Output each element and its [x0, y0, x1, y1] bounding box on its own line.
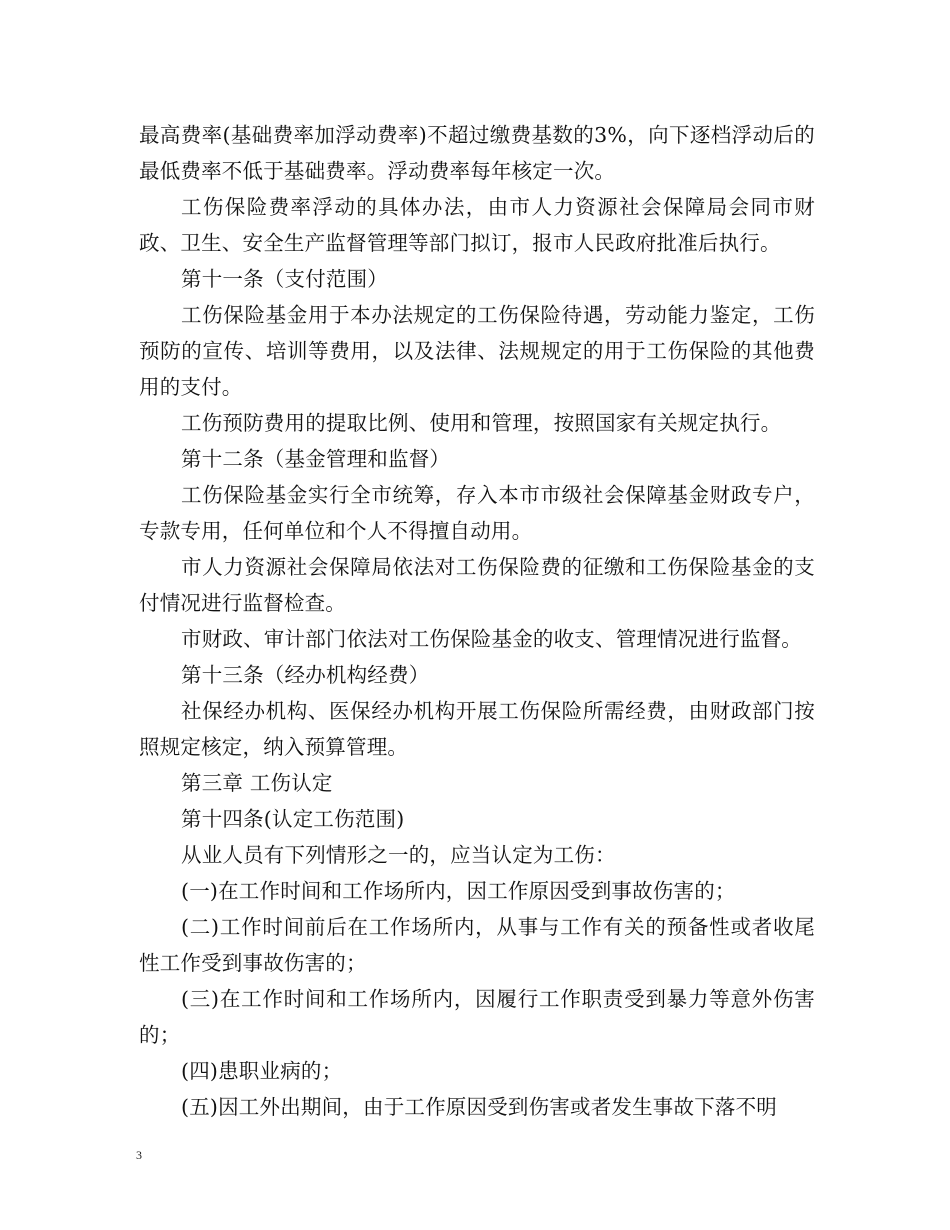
article-13-heading: 第十三条（经办机构经费）: [181, 663, 430, 687]
paragraph-recognition-intro: 从业人员有下列情形之一的，应当认定为工伤：: [181, 843, 616, 867]
paragraph-audit: 市财政、审计部门依法对工伤保险基金的收支、管理情况进行监督。: [181, 627, 802, 651]
paragraph-fund-pooling: 工伤保险基金实行全市统筹，存入本市市级社会保障基金财政专户，专款专用，任何单位和个人不得擅自动用。: [139, 483, 815, 543]
list-item-3: (三)在工作时间和工作场所内，因履行工作职责受到暴力等意外伤害的；: [139, 987, 815, 1047]
paragraph-agency-funding: 社保经办机构、医保经办机构开展工伤保险所需经费，由财政部门按照规定核定，纳入预算管理。: [139, 699, 815, 759]
paragraph-prevention-costs: 工伤预防费用的提取比例、使用和管理，按照国家有关规定执行。: [181, 411, 782, 435]
article-14-heading: 第十四条(认定工伤范围): [181, 807, 405, 831]
list-item-2: (二)工作时间前后在工作场所内，从事与工作有关的预备性或者收尾性工作受到事故伤害的；: [139, 915, 815, 975]
paragraph-supervision: 市人力资源社会保障局依法对工伤保险费的征缴和工伤保险基金的支付情况进行监督检查。: [139, 555, 815, 615]
list-item-4: (四)患职业病的；: [181, 1059, 343, 1083]
article-12-heading: 第十二条（基金管理和监督）: [181, 447, 451, 471]
chapter-3-heading: 第三章 工伤认定: [181, 771, 333, 795]
list-item-1: (一)在工作时间和工作场所内，因工作原因受到事故伤害的；: [181, 879, 736, 903]
page-number: 3: [136, 1148, 142, 1162]
article-11-heading: 第十一条（支付范围）: [181, 267, 388, 291]
list-item-5: (五)因工外出期间，由于工作原因受到伤害或者发生事故下落不明: [181, 1095, 777, 1119]
paragraph-fund-usage: 工伤保险基金用于本办法规定的工伤保险待遇，劳动能力鉴定，工伤预防的宣传、培训等费用，以及法律、法规规定的用于工伤保险的其他费用的支付。: [139, 303, 815, 399]
document-body: [139, 117, 815, 1125]
paragraph-rate-limit: 最高费率(基础费率加浮动费率)不超过缴费基数的3%，向下逐档浮动后的最低费率不低于基础费率。浮动费率每年核定一次。: [139, 123, 815, 183]
paragraph-floating-method: 工伤保险费率浮动的具体办法，由市人力资源社会保障局会同市财政、卫生、安全生产监督管理等部门拟订，报市人民政府批准后执行。: [139, 195, 815, 255]
